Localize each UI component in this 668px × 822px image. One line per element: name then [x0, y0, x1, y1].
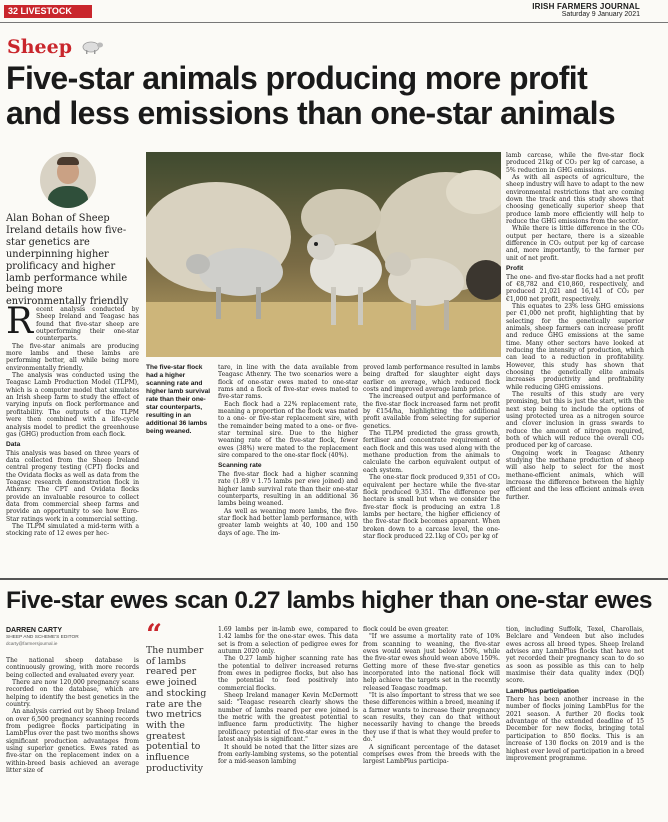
- paragraph: There has been another increase in the number of flocks joining LambPlus for the 2021 season. A further 20 flocks took advantage of the extended deadline of 15 December for new flocks, bringing total participation to 850 flocks. This is an increase of 130 flocks on 2019 and is the highest ever level of participation in a breed improvement programme.: [506, 696, 644, 762]
- article-1-column-2: [218, 364, 358, 568]
- paragraph: The TLPM predicted the grass growth, fertiliser and concentrate requirement of each flock and this was used along with the methane production from the animals to calculate the carbon equivalent output of each system.: [363, 430, 500, 474]
- paragraph: tare, in line with the data available from Teagasc Athenry. The two scenarios were a flock of one-star ewes mated to one-star rams and a flock of five-star ewes mated to five-star rams.: [218, 364, 358, 401]
- paragraph: The increased output and performance of the five-star flock increased farm net profit by €154/ha, highlighting the additional profit available from selecting for superior genetics.: [363, 393, 500, 430]
- paragraph: 1.69 lambs per in-lamb ewe, compared to 1.42 lambs for the one-star ewes. This data set is from a selection of pedigree ewes for autumn 2020 only.: [218, 626, 358, 656]
- paragraph: The one- and five-star flocks had a net profit of €8,782 and €10,860, respectively, and produced 21,021 and 16,141 of CO₂ per €1,000 net profit, respectively.: [506, 273, 644, 303]
- masthead: IRISH FARMERS JOURNAL: [532, 2, 640, 11]
- paragraph: tion, including Suffolk, Texel, Charollais, Belclare and Vendeen but also includes ewes across all breed types. Sheep Ireland advises any LambPlus flocks that have not yet recorded their pregnancy scan to do so as soon as possible as this can to help maximise their data quality index (DQI) score.: [506, 626, 644, 685]
- section-title: Sheep: [7, 36, 72, 58]
- photo-caption: The five-star flock had a higher scanning rate and higher lamb survival rate than their one-star counterparts, resulting in an additional 36 lambs being weaned.: [146, 364, 211, 435]
- article-2-column-4: [506, 626, 644, 822]
- subheading-profit: Profit: [506, 265, 524, 273]
- paragraph: The 0.27 lamb higher scanning rate has the potential to deliver increased returns from ewes in pedigree flocks, but also has the potential to feed positively into commercial flocks.: [218, 655, 358, 692]
- paragraph: "If we assume a mortality rate of 10% from scanning to weaning, the five-star ewes would wean just below 150%, while the five-star ewes should wean above 150%. Getting more of these five-star genetics incorporated into the national flock will help achieve the targets set in the recently released Teagasc roadmap.: [363, 633, 500, 692]
- paragraph: ecent analysis conducted by Sheep Ireland and Teagasc has found that five-star sheep are outperforming their one-star counterparts.: [36, 306, 139, 343]
- article-1-column-1: [6, 306, 139, 568]
- paragraph: Each flock had a 22% replacement rate, meaning a proportion of the flock was mated to a one- or five-star replacement sire, with the remainder being mated to a one- or five-star terminal sire. Due to the higher weaning rate of the five-star flock, fewer ewes (38%) were mated to the replacement sire compared to the one-star flock (40%).: [218, 400, 358, 460]
- subheading-lambplus: LambPlus participation: [506, 687, 579, 695]
- article-2-column-3: [363, 626, 500, 822]
- subheading-scanning-rate: Scanning rate: [218, 462, 262, 470]
- paragraph: Sheep Ireland manager Kevin McDermott said: "Teagasc research clearly shows the number of lambs reared per ewe joined is the metric with the greatest potential to influence farm productivity. The higher prolificacy potential of five-star ewes in the latest analysis is significant.": [218, 692, 358, 744]
- page-header: [0, 0, 668, 23]
- pull-quote: [146, 618, 212, 774]
- paragraph: "It is also important to stress that we see these differences within a breed, meaning if a farmer wants to increase their pregnancy scan results, they can do that without necessarily having to change the breeds they use if that is what they would prefer to do.": [363, 692, 500, 744]
- byline-email: dcarty@farmersjournal.ie: [6, 641, 58, 646]
- sheep-icon: [80, 39, 104, 55]
- paragraph: As with all aspects of agriculture, the sheep industry will have to adapt to the new environmental restrictions that are coming down the track and this study shows that choosing genetically superior sheep that produce lamb more efficiently will help to reduce the GHG emissions from the sector.: [506, 174, 644, 226]
- paragraph: The national sheep database is continuously growing, with more records being collected and evaluated every year.: [6, 657, 139, 679]
- author-photo: [40, 152, 96, 208]
- article-2-column-2: [218, 626, 358, 822]
- paragraph: A significant percentage of the dataset comprises ewes from the breeds with the largest LambPlus participa-: [363, 743, 500, 766]
- dropcap: R: [6, 306, 34, 342]
- quote-text: The number of lambs reared per ewe joined and stocking rate are the two metrics with the greatest potential to influence productivity: [146, 645, 207, 774]
- paragraph: It should be noted that the litter sizes are from early-lambing systems, so the potential for a mid-season lambing: [218, 743, 358, 766]
- paragraph: While there is little difference in the CO₂ output per hectare, there is a sizeable difference in CO₂ output per kg of carcase and, more importantly, to the farmer per unit of net profit.: [506, 225, 644, 262]
- paragraph: An analysis carried out by Sheep Ireland on over 6,500 pregnancy scanning records from pedigree flocks participating in LambPlus over the past two months shows significant production advantages from using superior genetics. Ewes rated as five-star on the replacement index on a within-breed basis achieved an average litter size of: [6, 708, 139, 775]
- paragraph: proved lamb performance resulted in lambs being drafted for slaughter eight days earlier on average, which reduced flock costs and improved average lamb price.: [363, 364, 500, 394]
- byline: [6, 627, 139, 646]
- article-2-headline: Five-star ewes scan 0.27 lambs higher than one-star ewes: [6, 587, 653, 614]
- article-divider: [0, 578, 668, 580]
- paragraph: The five-star flock had a higher scanning rate (1.89 v 1.75 lambs per ewe joined) and higher lamb survival rate than their one-star counterparts, resulting in an additional 36 lambs being weaned.: [218, 470, 358, 508]
- byline-role: SHEEP AND SCHEME'S EDITOR: [6, 635, 79, 640]
- article-1-column-3: [363, 364, 500, 568]
- paragraph: flock could be even greater.: [363, 626, 449, 633]
- paragraph: The five-star animals are producing more lambs and these lambs are performing better, all while being more environmentally friendly.: [6, 342, 139, 372]
- page-section-label: 32 LIVESTOCK: [4, 5, 92, 18]
- paragraph: There are now 120,000 pregnancy scans recorded on the database, which are helping to identify the best genetics in the country.: [6, 679, 139, 709]
- sheep-photo: [146, 152, 501, 357]
- paragraph: The TLPM simulated a mid-term with a stocking rate of 12 ewes per hec-: [6, 522, 139, 538]
- paragraph: The results of this study are very promising, but this is just the start, with the next step being to include the options of using protected urea as a nitrogen source and clover inclusion in grass swards to reduce the amount of nitrogen required, both of which will reduce the overall CO₂ produced per kg of carcase.: [506, 391, 644, 450]
- article-1-column-4: [506, 152, 644, 568]
- quote-mark-icon: “: [146, 618, 163, 651]
- paragraph: Ongoing work in Teagasc Athenry studying the methane production of sheep will also help to select for the most methane-efficient animals, which will increase the difference between the highly efficient and the less efficient animals even further.: [506, 449, 644, 501]
- paragraph: This equates to 23% less GHG emissions per €1,000 net profit, highlighting that by selecting for the genetically superior animals, sheep farmers can increase profit and reduce GHG emissions at the same time. Many other sectors have looked at reducing the intensity of production, which can lead to a reduction in profitability. However, this study has shown that choosing the genetically elite animals increases productivity and profitability while reducing GHG emissions.: [506, 302, 644, 391]
- headline-line-2: and less emissions than one-star animals: [6, 95, 616, 131]
- paragraph: The one-star flock produced 9,351 of CO₂ equivalent per hectare while the five-star flock produced 9,351. The difference per hectare is small but when we consider the five-star flock is producing an extra 1.8 lambs per hectare, the higher efficiency of the five-star flock becomes apparent. When broken down to a carcase level, the one-star flock produced 22.1kg of CO₂ per kg of: [363, 474, 500, 540]
- section-flag: [7, 36, 104, 58]
- article-1-headline: [6, 61, 666, 131]
- byline-name: DARREN CARTY: [6, 627, 62, 634]
- paragraph: The analysis was conducted using the Teagasc Lamb Production Model (TLPM), which is a computer model that simulates an Irish sheep farm to study the effect of varying inputs on flock performance and profitability. The outputs of the TLPM were then combined with a life-cycle analysis model to predict the greenhouse gas (GHG) production from each flock.: [6, 372, 139, 438]
- standfirst: Alan Bohan of Sheep Ireland details how five-star genetics are underpinning higher prolificacy and higher lamb performance while being more environmentally friendly: [6, 213, 129, 308]
- headline-line-1: Five-star animals producing more profit: [6, 60, 588, 96]
- subheading-data: Data: [6, 441, 21, 449]
- paragraph: This analysis was based on three years of data collected from the Sheep Ireland central progeny testing (CPT) flocks and the Ovidata flocks as well as data from the Teagasc research demonstration flock in Athenry. The CPT and Ovidata flocks provide an invaluable resource to collect data from commercial sheep farms and provide an opportunity to see how Euro-Star ratings work in a commercial setting.: [6, 449, 139, 523]
- paragraph: As well as weaning more lambs, the five-star flock had better lamb performance, with greater lamb weights at 40, 100 and 150 days of age. The im-: [218, 507, 358, 537]
- article-2-column-1: [6, 657, 139, 822]
- paragraph: lamb carcase, while the five-star flock produced 21kg of CO₂ per kg of carcase, a 5% reduction in GHG emissions.: [506, 152, 644, 174]
- issue-date: Saturday 9 January 2021: [561, 11, 640, 18]
